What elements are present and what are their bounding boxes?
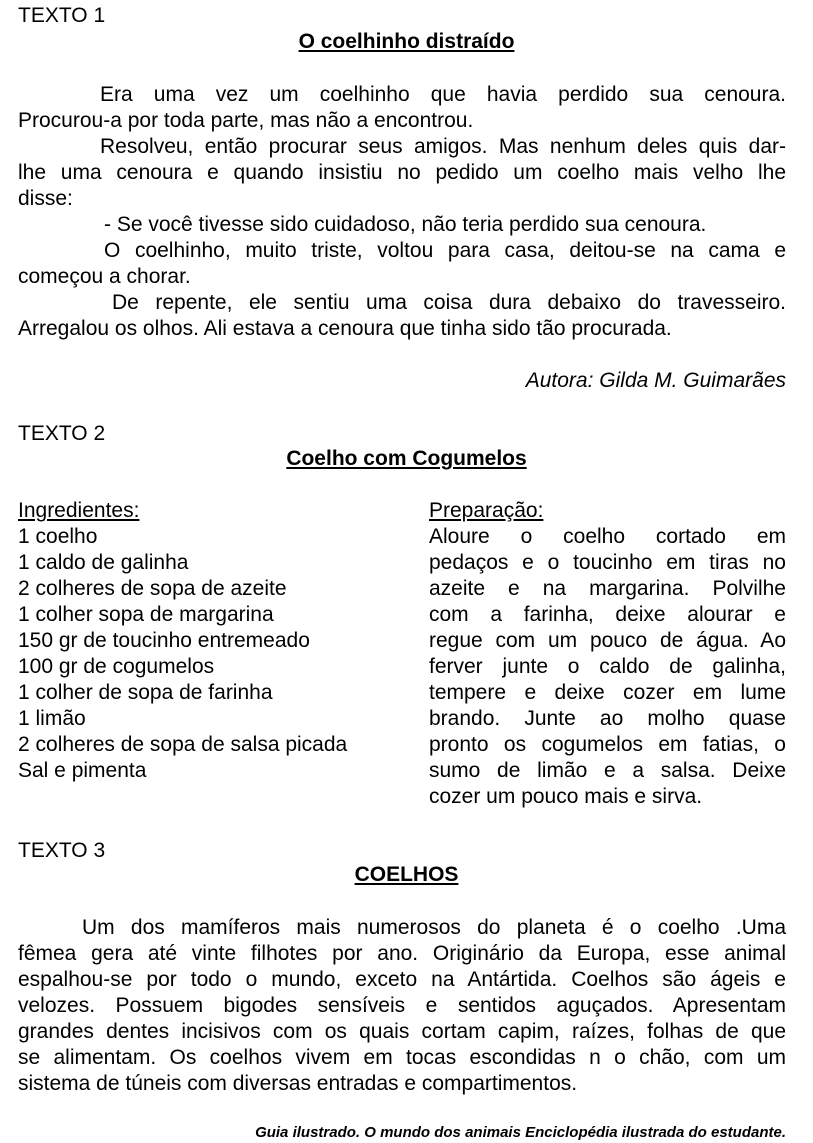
texto1-line: Procurou-a por toda parte, mas não a encontrou.: [18, 109, 474, 132]
ingredients-heading: Ingredientes:: [18, 499, 140, 522]
ingredient-item: 150 gr de toucinho entremeado: [18, 629, 310, 652]
preparation-column: [429, 498, 786, 810]
texto1-author: Autora: Gilda M. Guimarães: [525, 369, 786, 392]
texto3-source: Guia ilustrado. O mundo dos animais Enciclopédia ilustrada do estudante.: [255, 1124, 786, 1141]
texto3-line: Um dos mamíferos mais numerosos do planeta é o coelho .Uma: [82, 916, 786, 939]
ingredients-column: [18, 498, 398, 784]
preparation-line: cozer um pouco mais e sirva.: [429, 785, 703, 808]
preparation-line: azeite e na margarina. Polvilhe: [429, 577, 786, 600]
preparation-line: ferver junte o caldo de galinha,: [429, 655, 786, 678]
texto1-line: Arregalou os olhos. Ali estava a cenoura que tinha sido tão procurada.: [18, 317, 672, 340]
texto3-line: sistema de túneis com diversas entradas e compartimentos.: [18, 1072, 578, 1095]
texto2-title: Coelho com Cogumelos: [286, 447, 527, 470]
preparation-heading: Preparação:: [429, 499, 544, 522]
texto1-line: O coelhinho, muito triste, voltou para casa, deitou-se na cama e: [104, 239, 786, 262]
texto1-line: De repente, ele sentiu uma coisa dura debaixo do travesseiro.: [112, 291, 786, 314]
ingredient-item: 2 colheres de sopa de azeite: [18, 577, 287, 600]
texto1-title: O coelhinho distraído: [298, 30, 515, 53]
texto1-line: disse:: [18, 187, 73, 210]
texto3-label: TEXTO 3: [18, 839, 106, 862]
ingredient-item: Sal e pimenta: [18, 759, 147, 782]
ingredient-item: 1 caldo de galinha: [18, 551, 189, 574]
texto1-label: TEXTO 1: [18, 4, 106, 27]
preparation-line: tempere e deixe cozer em lume: [429, 681, 786, 704]
texto3-title: COELHOS: [354, 863, 459, 886]
texto2-label: TEXTO 2: [18, 422, 106, 445]
texto1-line: Resolveu, então procurar seus amigos. Mas nenhum deles quis dar-: [100, 135, 786, 158]
preparation-line: pronto os cogumelos em fatias, o: [429, 733, 786, 756]
texto1-line: começou a chorar.: [18, 265, 191, 288]
preparation-line: Aloure o coelho cortado em: [429, 525, 786, 548]
texto3-line: fêmea gera até vinte filhotes por ano. Originário da Europa, esse animal: [18, 942, 786, 965]
ingredient-item: 1 colher de sopa de farinha: [18, 681, 273, 704]
preparation-line: sumo de limão e a salsa. Deixe: [429, 759, 786, 782]
texto3-line: espalhou-se por todo o mundo, exceto na Antártida. Coelhos são ágeis e: [18, 968, 786, 991]
texto3-line: se alimentam. Os coelhos vivem em tocas escondidas n o chão, com um: [18, 1046, 786, 1069]
ingredient-item: 100 gr de cogumelos: [18, 655, 215, 678]
preparation-line: brando. Junte ao molho quase: [429, 707, 786, 730]
preparation-line: com a farinha, deixe alourar e: [429, 603, 786, 626]
texto3-line: velozes. Possuem bigodes sensíveis e sentidos aguçados. Apresentam: [18, 994, 786, 1017]
preparation-line: pedaços e o toucinho em tiras no: [429, 551, 786, 574]
texto3-line: grandes dentes incisivos com os quais cortam capim, raízes, folhas de que: [18, 1020, 786, 1043]
ingredient-item: 1 colher sopa de margarina: [18, 603, 274, 626]
preparation-line: regue com um pouco de água. Ao: [429, 629, 786, 652]
ingredient-item: 2 colheres de sopa de salsa picada: [18, 733, 348, 756]
ingredient-item: 1 limão: [18, 707, 86, 730]
texto1-line: Era uma vez um coelhinho que havia perdido sua cenoura.: [100, 83, 786, 106]
texto1-line: - Se você tivesse sido cuidadoso, não teria perdido sua cenoura.: [104, 213, 707, 236]
ingredient-item: 1 coelho: [18, 525, 98, 548]
texto1-line: lhe uma cenoura e quando insistiu no pedido um coelho mais velho lhe: [18, 161, 786, 184]
